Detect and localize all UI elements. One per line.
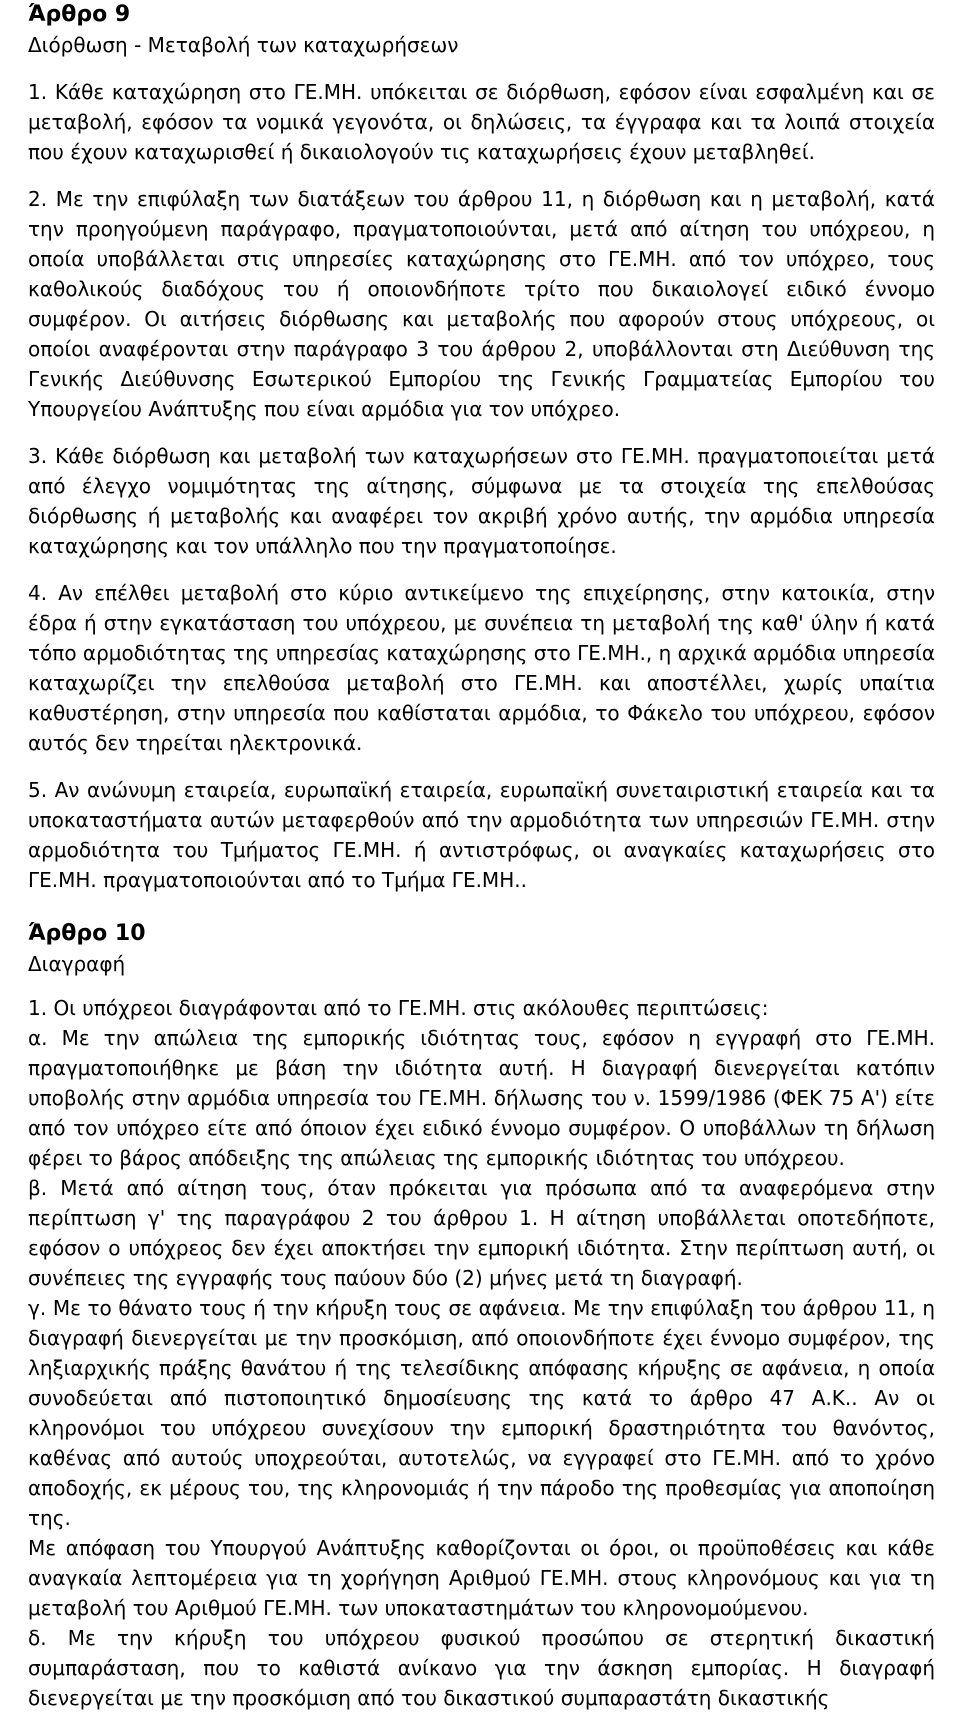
article-9-paragraph-1: 1. Κάθε καταχώρηση στο ΓΕ.ΜΗ. υπόκειται σε διόρθωση, εφόσον είναι εσφαλμένη και σε μεταβολή, εφόσον τα νομικά γεγονότα, οι δηλώσεις, τα έγγραφα και τα λοιπά στοιχεία που έχουν καταχωρισθεί ή δικαιολογούν τις καταχωρήσεις έχουν μεταβληθεί. xyxy=(28,80,935,164)
article-9 xyxy=(28,0,935,895)
article-9-paragraph-2: 2. Με την επιφύλαξη των διατάξεων του άρθρου 11, η διόρθωση και η μεταβολή, κατά την προηγούμενη παράγραφο, πραγματοποιούνται, μετά από αίτηση του υπόχρεου, η οποία υποβάλλεται στις υπηρεσίες καταχώρησης στο ΓΕ.ΜΗ. από τον υπόχρεο, τους καθολικούς διαδόχους του ή οποιονδήποτε τρίτο που δικαιολογεί ειδικό έννομο συμφέρον. Οι αιτήσεις διόρθωσης και μεταβολής που αφορούν στους υπόχρεους, οι οποίοι αναφέρονται στην παράγραφο 3 του άρθρου 2, υποβάλλονται στη Διεύθυνση της Γενικής Διεύθυνσης Εσωτερικού Εμπορίου της Γενικής Γραμματείας Εμπορίου του Υπουργείου Ανάπτυξης που είναι αρμόδια για τον υπόχρεο. xyxy=(28,187,935,421)
article-10-paragraph-1: 1. Οι υπόχρεοι διαγράφονται από το ΓΕ.ΜΗ. στις ακόλουθες περιπτώσεις: xyxy=(28,996,769,1020)
article-10-ministerial-decision: Με απόφαση του Υπουργού Ανάπτυξης καθορίζονται οι όροι, οι προϋποθέσεις και κάθε αναγκαία λεπτομέρεια για τη χορήγηση Αριθμού ΓΕ.ΜΗ. στους κληρονόμους και για τη μεταβολή του Αριθμού ΓΕ.ΜΗ. των υποκαταστημάτων του κληρονομούμενου. xyxy=(28,1536,935,1620)
article-10-item-b: β. Μετά από αίτηση τους, όταν πρόκειται για πρόσωπα από τα αναφερόμενα στην περίπτωση γ' της παραγράφου 2 του άρθρου 1. Η αίτηση υποβάλλεται οποτεδήποτε, εφόσον ο υπόχρεος δεν έχει αποκτήσει την εμπορική ιδιότητα. Στην περίπτωση αυτή, οι συνέπειες της εγγραφής τους παύουν δύο (2) μήνες μετά τη διαγραφή. xyxy=(28,1176,935,1290)
article-9-title: Άρθρο 9 xyxy=(28,2,131,27)
article-10-item-a: α. Με την απώλεια της εμπορικής ιδιότητας τους, εφόσον η εγγραφή στο ΓΕ.ΜΗ. πραγματοποιήθηκε με βάση την ιδιότητα αυτή. Η διαγραφή διενεργείται κατόπιν υποβολής στην αρμόδια υπηρεσία του ΓΕ.ΜΗ. δήλωσης του ν. 1599/1986 (ΦΕΚ 75 Α') είτε από τον υπόχρεο είτε από όποιον έχει ειδικό έννομο συμφέρον. Ο υποβάλλων τη δήλωση φέρει το βάρος απόδειξης της απώλειας της εμπορικής ιδιότητας του υπόχρεου. xyxy=(28,1026,935,1170)
article-10-subtitle: Διαγραφή xyxy=(28,952,126,976)
article-10-item-d: δ. Με την κήρυξη του υπόχρεου φυσικού προσώπου σε στερητική δικαστική συμπαράσταση, που το καθιστά ανίκανο για την άσκηση εμπορίας. Η διαγραφή διενεργείται με την προσκόμιση από του δικαστικού συμπαραστάτη δικαστικής xyxy=(28,1626,935,1710)
article-9-paragraph-3: 3. Κάθε διόρθωση και μεταβολή των καταχωρήσεων στο ΓΕ.ΜΗ. πραγματοποιείται μετά από έλεγχο νομιμότητας της αίτησης, σύμφωνα με τα στοιχεία της επελθούσας διόρθωσης ή μεταβολής και αναφέρει τον ακριβή χρόνο αυτής, την αρμόδια υπηρεσία καταχώρησης και τον υπάλληλο που την πραγματοποίησε. xyxy=(28,444,935,558)
article-10-title: Άρθρο 10 xyxy=(28,921,146,946)
article-9-paragraph-4: 4. Αν επέλθει μεταβολή στο κύριο αντικείμενο της επιχείρησης, στην κατοικία, στην έδρα ή στην εγκατάσταση του υπόχρεου, με συνέπεια τη μεταβολή της καθ' ύλην ή κατά τόπο αρμοδιότητας της υπηρεσίας καταχώρησης στο ΓΕ.ΜΗ., η αρχικά αρμόδια υπηρεσία καταχωρίζει την επελθούσα μεταβολή στο ΓΕ.ΜΗ. και αποστέλλει, χωρίς υπαίτια καθυστέρηση, στην υπηρεσία που καθίσταται αρμόδια, το Φάκελο του υπόχρεου, εφόσον αυτός δεν τηρείται ηλεκτρονικά. xyxy=(28,581,935,755)
article-9-subtitle: Διόρθωση - Μεταβολή των καταχωρήσεων xyxy=(28,33,459,57)
article-10 xyxy=(28,919,935,1713)
article-9-paragraph-5: 5. Αν ανώνυμη εταιρεία, ευρωπαϊκή εταιρεία, ευρωπαϊκή συνεταιριστική εταιρεία και τα υποκαταστήματα αυτών μεταφερθούν από την αρμοδιότητα των υπηρεσιών ΓΕ.ΜΗ. στην αρμοδιότητα του Τμήματος ΓΕ.ΜΗ. ή αντιστρόφως, οι αναγκαίες καταχωρήσεις στο ΓΕ.ΜΗ. πραγματοποιούνται από το Τμήμα ΓΕ.ΜΗ.. xyxy=(28,778,935,892)
article-10-item-c: γ. Με το θάνατο τους ή την κήρυξη τους σε αφάνεια. Με την επιφύλαξη του άρθρου 11, η διαγραφή διενεργείται με την προσκόμιση, από οποιονδήποτε έχει έννομο συμφέρον, της ληξιαρχικής πράξης θανάτου ή της τελεσίδικης απόφασης κήρυξης σε αφάνεια, η οποία συνοδεύεται από πιστοποιητικό δημοσίευσης της κατά το άρθρο 47 Α.Κ.. Αν οι κληρονόμοι του υπόχρεου συνεχίσουν την εμπορική δραστηριότητα του θανόντος, καθένας από αυτούς υποχρεούται, αυτοτελώς, να εγγραφεί στο ΓΕ.ΜΗ. από το χρόνο αποδοχής, εκ μέρους του, της κληρονομιάς ή την πάροδο της προθεσμίας για αποποίηση της. xyxy=(28,1296,935,1530)
